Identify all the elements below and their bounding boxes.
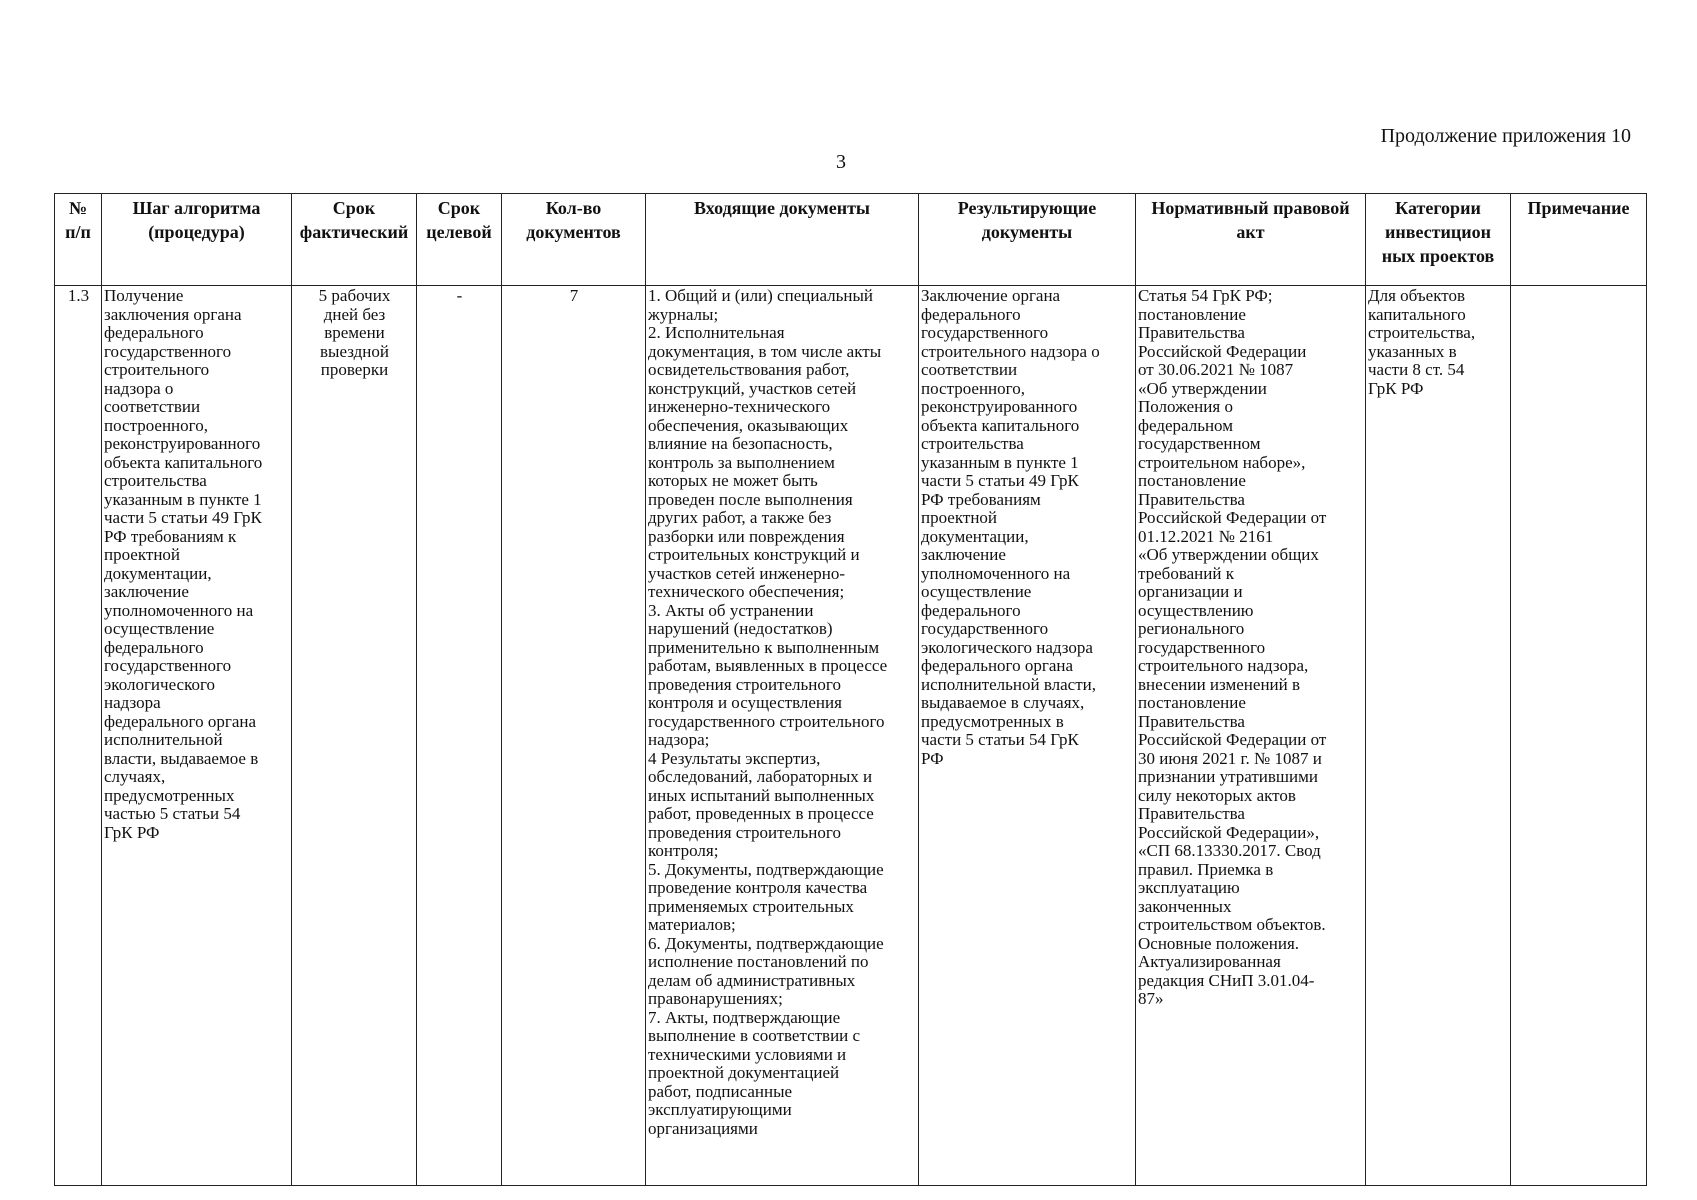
text-line: 87»	[1138, 989, 1164, 1008]
text-line: 01.12.2021 № 2161	[1138, 526, 1274, 546]
text-line: Российской Федерации	[1138, 341, 1307, 361]
text-line: обследований, лабораторных и	[648, 767, 873, 786]
text-line: части 8 ст. 54	[1368, 360, 1465, 379]
text-line: указанных в	[1368, 341, 1457, 361]
text-line: уполномоченного на	[921, 563, 1071, 583]
text-line: Российской Федерации от	[1138, 508, 1327, 527]
text-line: предусмотренных	[104, 785, 235, 805]
text-line: №	[68, 198, 88, 218]
col-header-legal-act	[1136, 194, 1366, 286]
text-line: правил. Приемка в	[1138, 859, 1274, 879]
col-header-resulting-docs	[919, 194, 1136, 286]
text-line: соответствии	[104, 397, 201, 416]
page-number: 3	[836, 151, 846, 173]
text-line: правонарушениях;	[648, 989, 783, 1008]
text-line: реконструированного	[921, 397, 1078, 416]
appendix-continuation-label: Продолжение приложения 10	[1380, 125, 1631, 147]
cell-resulting-docs	[919, 286, 1136, 1186]
text-line: 2. Исполнительная	[648, 323, 785, 342]
text-line: Кол-во	[545, 198, 602, 218]
col-header-number	[55, 194, 102, 286]
text-line: частью 5 статьи 54	[104, 804, 241, 823]
text-line: иных испытаний выполненных	[648, 785, 875, 805]
text-line: «СП 68.13330.2017. Свод	[1138, 841, 1321, 860]
text-line: построенного,	[104, 415, 208, 435]
text-line: Получение	[104, 286, 184, 305]
text-line: федерального	[921, 600, 1021, 620]
text-line: контроля;	[648, 841, 719, 860]
text-line: освидетельствования работ,	[648, 360, 850, 379]
text-line: выдаваемое в случаях,	[921, 693, 1085, 712]
col-header-step	[102, 194, 292, 286]
text-line: Входящие документы	[694, 198, 870, 218]
text-line: работ, подписанные	[648, 1081, 793, 1101]
text-line: участков сетей инженерно-	[648, 563, 846, 583]
text-line: надзора;	[648, 730, 710, 749]
text-line: строительства	[921, 434, 1024, 453]
text-line: материалов;	[648, 915, 736, 934]
text-line: обеспечения, оказывающих	[648, 415, 849, 435]
text-line: заключение	[104, 582, 189, 601]
text-line: «Об утверждении общих	[1138, 545, 1319, 564]
text-line: журналы;	[648, 304, 719, 324]
text-line: надзора	[104, 693, 161, 712]
text-line: Основные положения.	[1138, 933, 1300, 953]
text-line: технического обеспечения;	[648, 582, 845, 601]
cell-step	[102, 286, 292, 1186]
text-line: предусмотренных в	[921, 711, 1064, 731]
text-line: документации,	[104, 563, 212, 583]
cell-incoming-docs	[646, 286, 919, 1186]
text-line: ГрК РФ	[104, 822, 160, 842]
text-line: Для объектов	[1368, 286, 1465, 305]
text-line: делам об административных	[648, 970, 856, 990]
text-line: проектной	[104, 545, 181, 564]
text-line: Статья 54 ГрК РФ;	[1138, 286, 1273, 305]
text-line: заключения органа	[104, 304, 242, 324]
text-line: государственного	[1138, 637, 1266, 657]
text-line: надзора о	[104, 378, 174, 398]
text-line: силу некоторых актов	[1138, 785, 1296, 805]
text-line: постановление	[1138, 693, 1246, 712]
text-line: Нормативный правовой	[1151, 198, 1350, 218]
table-header-row	[55, 194, 1647, 286]
text-line: 30 июня 2021 г. № 1087 и	[1138, 748, 1322, 768]
text-line: случаях,	[104, 767, 166, 786]
text-line: РФ требованиям к	[104, 526, 237, 546]
text-line: Результирующие	[957, 198, 1097, 218]
text-line: применительно к выполненным	[648, 637, 880, 657]
text-line: Срок	[437, 198, 481, 218]
text-line: 6. Документы, подтверждающие	[648, 933, 884, 953]
text-line: государственного строительного	[648, 711, 885, 731]
text-line: ГрК РФ	[1368, 378, 1424, 398]
text-line: государственного	[104, 341, 232, 361]
text-line: постановление	[1138, 304, 1246, 324]
text-line: государственного	[104, 656, 232, 675]
cell-target-term: -	[417, 286, 502, 1186]
col-header-doc-count	[502, 194, 646, 286]
text-line: федерального органа	[104, 711, 257, 731]
text-line: акт	[1236, 222, 1265, 242]
col-header-target-term	[417, 194, 502, 286]
text-line: государственного	[921, 323, 1049, 342]
text-line: Правительства	[1138, 711, 1245, 731]
text-line: конструкций, участков сетей	[648, 378, 857, 398]
text-line: эксплуатирующими	[648, 1100, 792, 1119]
text-line: Шаг алгоритма	[132, 198, 261, 218]
text-line: строительных конструкций и	[648, 545, 860, 564]
text-line: разборки или повреждения	[648, 526, 845, 546]
text-line: ных проектов	[1381, 246, 1495, 266]
col-header-actual-term	[292, 194, 417, 286]
text-line: строительного	[104, 360, 210, 379]
col-header-incoming-docs	[646, 194, 919, 286]
text-line: «Об утверждении	[1138, 378, 1267, 398]
text-line: исполнительной власти,	[921, 674, 1097, 694]
text-line: нарушений (недостатков)	[648, 619, 833, 638]
text-line: 5. Документы, подтверждающие	[648, 859, 884, 879]
text-line: государственного	[921, 619, 1049, 638]
text-line: 1. Общий и (или) специальный	[648, 286, 873, 305]
text-line: РФ	[921, 748, 944, 768]
text-line: части 5 статьи 49 ГрК	[921, 471, 1079, 490]
text-line: власти, выдаваемое в	[104, 748, 259, 768]
text-line: федерального	[921, 304, 1021, 324]
text-line: экологического надзора	[921, 637, 1093, 657]
text-line: регионального	[1138, 619, 1245, 638]
text-line: времени	[324, 323, 385, 342]
cell-legal-act	[1136, 286, 1366, 1186]
text-line: контроль за выполнением	[648, 452, 835, 472]
text-line: реконструированного	[104, 434, 261, 453]
text-line: осуществлению	[1138, 600, 1254, 620]
text-line: Актуализированная	[1138, 952, 1281, 971]
text-line: выполнение в соответствии с	[648, 1026, 861, 1045]
table-row	[55, 286, 1647, 1186]
text-line: организациями	[648, 1118, 758, 1138]
text-line: 7. Акты, подтверждающие	[648, 1007, 841, 1027]
text-line: п/п	[65, 222, 91, 242]
text-line: организации и	[1138, 582, 1243, 601]
text-line: документы	[981, 222, 1073, 242]
text-line: строительного надзора,	[1138, 656, 1309, 675]
text-line: проектной	[921, 508, 998, 527]
text-line: строительного надзора о	[921, 341, 1100, 361]
text-line: выездной	[320, 341, 389, 361]
text-line: целевой	[426, 222, 492, 242]
text-line: проведения строительного	[648, 822, 841, 842]
text-line: исполнение постановлений по	[648, 952, 869, 971]
text-line: Правительства	[1138, 323, 1245, 342]
text-line: работам, выявленных в процессе	[648, 656, 888, 675]
text-line: строительном наборе»,	[1138, 452, 1306, 472]
text-line: инженерно-технического	[648, 397, 831, 416]
text-line: осуществление	[104, 619, 215, 638]
text-line: капитального	[1368, 304, 1466, 324]
text-line: экологического	[104, 674, 216, 694]
text-line: требований к	[1138, 563, 1234, 583]
text-line: Примечание	[1527, 198, 1630, 218]
text-line: от 30.06.2021 № 1087	[1138, 360, 1294, 379]
text-line: 5 рабочих	[318, 286, 391, 305]
text-line: работ, проведенных в процессе	[648, 804, 874, 823]
text-line: исполнительной	[104, 730, 223, 749]
text-line: заключение	[921, 545, 1006, 564]
text-line: влияние на безопасность,	[648, 434, 833, 453]
text-line: федерального органа	[921, 656, 1074, 675]
text-line: фактический	[299, 222, 409, 242]
text-line: осуществление	[921, 582, 1032, 601]
text-line: строительства,	[1368, 323, 1476, 342]
text-line: указанным в пункте 1	[104, 489, 262, 509]
cell-doc-count: 7	[502, 286, 646, 1186]
text-line: проведен после выполнения	[648, 489, 853, 509]
text-line: построенного,	[921, 378, 1025, 398]
text-line: Категории	[1395, 198, 1481, 218]
text-line: постановление	[1138, 471, 1246, 490]
text-line: контроля и осуществления	[648, 693, 842, 712]
cell-categories	[1366, 286, 1511, 1186]
text-line: законченных	[1138, 896, 1232, 916]
text-line: соответствии	[921, 360, 1018, 379]
text-line: Российской Федерации от	[1138, 730, 1327, 749]
text-line: указанным в пункте 1	[921, 452, 1079, 472]
col-header-categories	[1366, 194, 1511, 286]
col-header-note	[1511, 194, 1647, 286]
cell-number: 1.3	[55, 286, 102, 1186]
text-line: других работ, а также без	[648, 508, 832, 527]
text-line: документации,	[921, 526, 1029, 546]
text-line: Правительства	[1138, 804, 1245, 823]
text-line: Российской Федерации»,	[1138, 822, 1320, 842]
text-line: федерального	[104, 637, 204, 657]
text-line: 3. Акты об устранении	[648, 600, 814, 620]
text-line: Срок	[332, 198, 376, 218]
text-line: строительства	[104, 471, 207, 490]
text-line: документация, в том числе акты	[648, 341, 882, 361]
text-line: Правительства	[1138, 489, 1245, 509]
cell-note	[1511, 286, 1647, 1186]
text-line: РФ требованиям	[921, 489, 1041, 509]
text-line: Положения о	[1138, 397, 1233, 416]
text-line: части 5 статьи 54 ГрК	[921, 730, 1079, 749]
text-line: Заключение органа	[921, 286, 1061, 305]
text-line: проверки	[320, 360, 389, 379]
text-line: признании утратившими	[1138, 767, 1318, 786]
procedure-table	[54, 193, 1647, 1186]
text-line: эксплуатацию	[1138, 878, 1240, 897]
text-line: техническими условиями и	[648, 1044, 847, 1064]
text-line: федерального	[104, 323, 204, 342]
text-line: проведения строительного	[648, 674, 841, 694]
text-line: части 5 статьи 49 ГрК	[104, 508, 262, 527]
text-line: инвестицион	[1385, 222, 1491, 242]
text-line: применяемых строительных	[648, 896, 854, 916]
text-line: (процедура)	[148, 222, 245, 242]
text-line: внесении изменений в	[1138, 674, 1301, 694]
text-line: проектной документацией	[648, 1063, 840, 1082]
text-line: уполномоченного на	[104, 600, 254, 620]
text-line: редакция СНиП 3.01.04-	[1138, 970, 1315, 990]
text-line: объекта капитального	[104, 452, 263, 472]
text-line: проведение контроля качества	[648, 878, 868, 897]
cell-actual-term	[292, 286, 417, 1186]
text-line: 4 Результаты экспертиз,	[648, 748, 821, 768]
text-line: которых не может быть	[648, 471, 818, 490]
text-line: документов	[526, 222, 621, 242]
text-line: дней без	[323, 304, 386, 324]
text-line: строительством объектов.	[1138, 915, 1326, 934]
text-line: федеральном	[1138, 415, 1233, 435]
text-line: объекта капитального	[921, 415, 1080, 435]
text-line: государственном	[1138, 434, 1261, 453]
